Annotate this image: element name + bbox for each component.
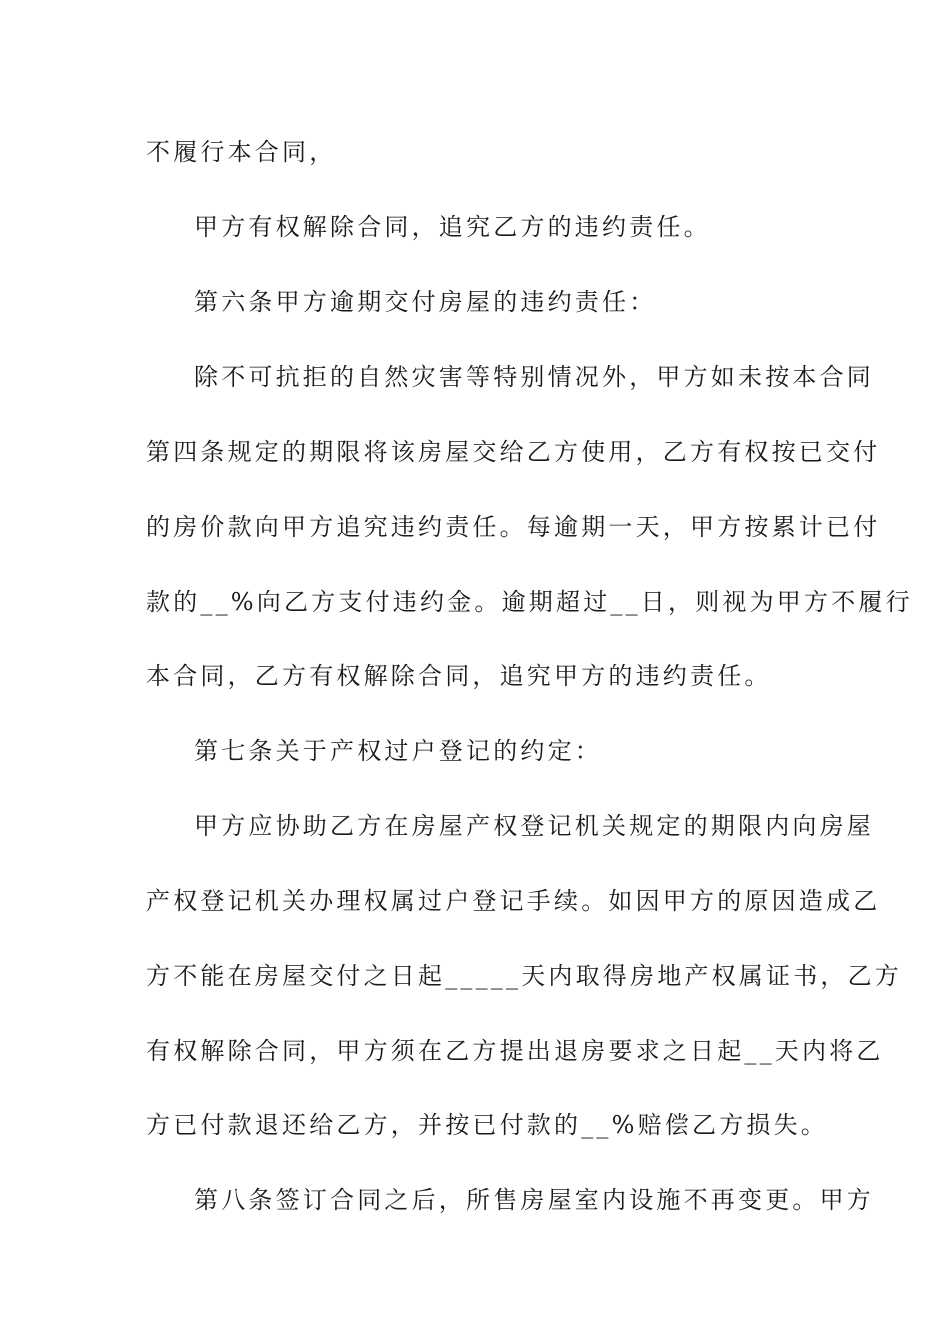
article-7-heading: 第七条关于产权过户登记的约定： <box>194 737 602 765</box>
text-line-10: 甲方应协助乙方在房屋产权登记机关规定的期限内向房屋 <box>194 812 874 840</box>
text-line-13: 有权解除合同，甲方须在乙方提出退房要求之日起__天内将乙 <box>146 1037 884 1065</box>
text-line-7: 款的__%向乙方支付违约金。逾期超过__日，则视为甲方不履行 <box>146 588 913 616</box>
text-line-2: 甲方有权解除合同，追究乙方的违约责任。 <box>194 213 711 241</box>
text-line-12: 方不能在房屋交付之日起_____天内取得房地产权属证书，乙方 <box>146 962 902 990</box>
text-line-5: 第四条规定的期限将该房屋交给乙方使用，乙方有权按已交付 <box>146 438 881 466</box>
article-8-heading: 第八条签订合同之后，所售房屋室内设施不再变更。甲方 <box>194 1186 874 1214</box>
text-line-1: 不履行本合同， <box>146 138 337 166</box>
text-line-4: 除不可抗拒的自然灾害等特别情况外，甲方如未按本合同 <box>194 363 874 391</box>
article-6-heading: 第六条甲方逾期交付房屋的违约责任： <box>194 288 657 316</box>
text-line-11: 产权登记机关办理权属过户登记手续。如因甲方的原因造成乙 <box>146 887 881 915</box>
text-line-6: 的房价款向甲方追究违约责任。每逾期一天，甲方按累计已付 <box>146 513 881 541</box>
text-line-14: 方已付款退还给乙方，并按已付款的__%赔偿乙方损失。 <box>146 1111 829 1139</box>
text-line-8: 本合同，乙方有权解除合同，追究甲方的违约责任。 <box>146 662 772 690</box>
